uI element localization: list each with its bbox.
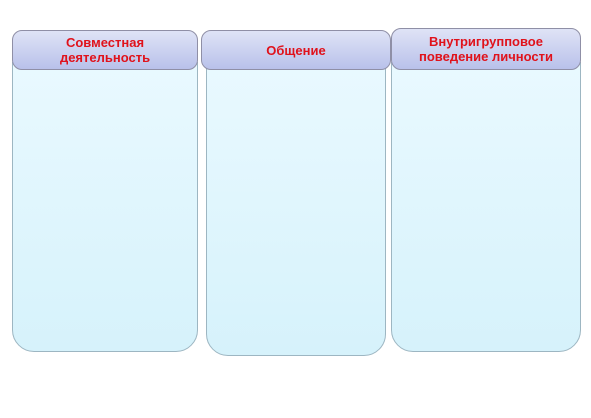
panel-communication <box>206 62 386 356</box>
panel-group-behavior <box>391 62 581 352</box>
header-communication: Общение <box>201 30 391 70</box>
header-group-behavior: Внутригрупповое поведение личности <box>391 28 581 70</box>
panel-joint-activity <box>12 62 198 352</box>
header-joint-activity: Совместная деятельность <box>12 30 198 70</box>
